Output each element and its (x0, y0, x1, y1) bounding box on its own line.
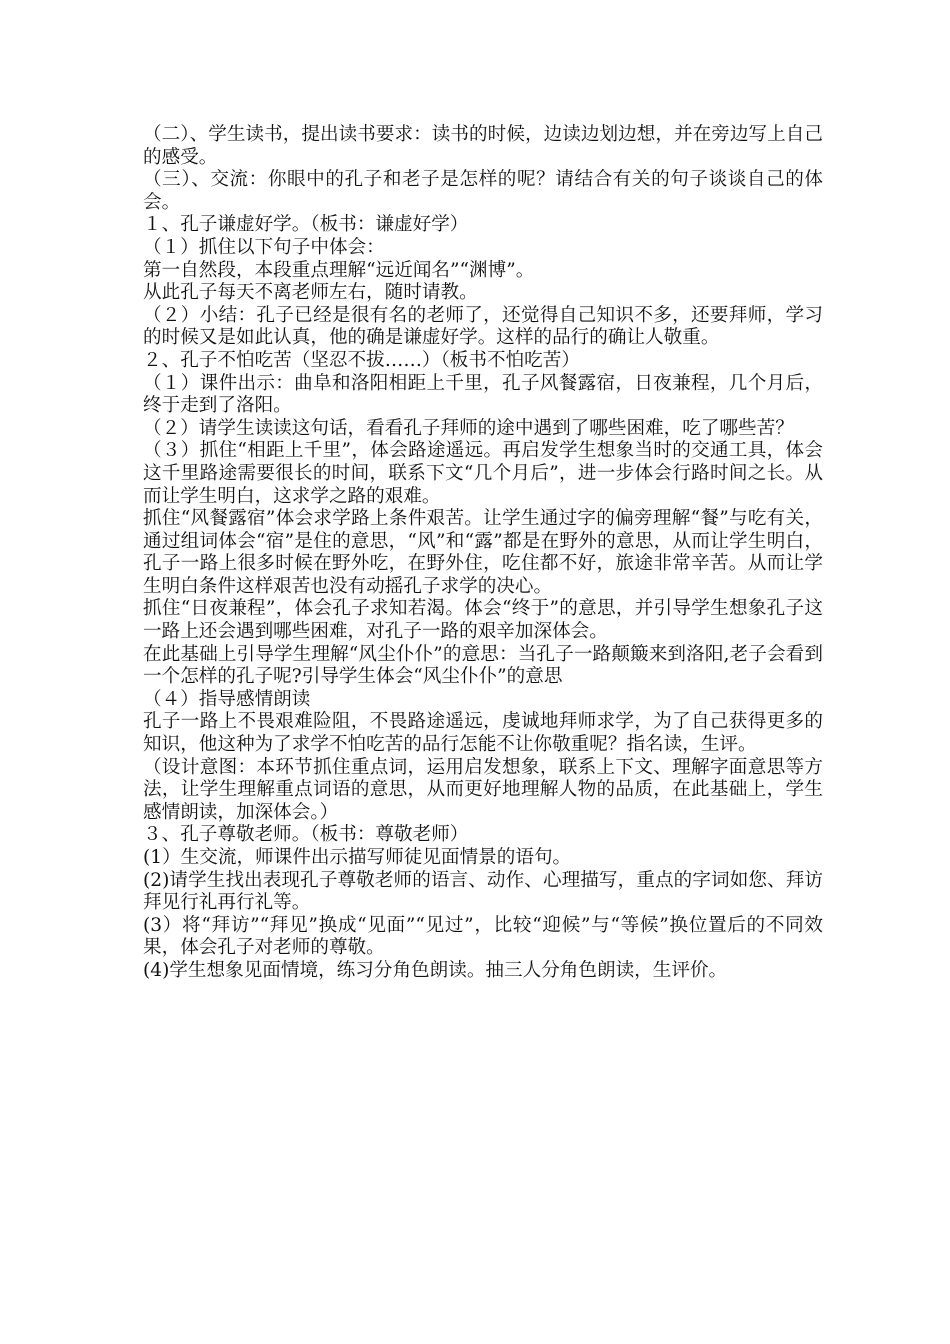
paragraph: ３、孔子尊敬老师。（板书：尊敬老师） (143, 824, 469, 846)
paragraph: 在此基础上引导学生理解“风尘仆仆”的意思：当孔子一路颠簸来到洛阳,老子会看到一个怎样的孔子呢?引导学生体会“风尘仆仆”的意思 (143, 643, 823, 688)
paragraph: 抓住“日夜兼程”，体会孔子求知若渴。体会“终于”的意思，并引导学生想象孔子这一路上还会遇到哪些困难，对孔子一路的艰辛加深体会。 (143, 598, 823, 643)
paragraph: (1）生交流，师课件出示描写师徒见面情景的语句。 (143, 847, 572, 868)
document-body (143, 124, 842, 983)
paragraph: （二）、学生读书，提出读书要求：读书的时候，边读边划边想，并在旁边写上自己的感受。 (143, 124, 823, 168)
paragraph: （３）抓住“相距上千里”，体会路途遥远。再启发学生想象当时的交通工具，体会这千里路途需要很长的时间，联系下文“几个月后”，进一步体会行路时间之长。从而让学生明白，这求学之路的艰难。 (143, 440, 823, 507)
paragraph: (3）将“拜访”“拜见”换成“见面”“见过”，比较“迎候”与“等候”换位置后的不同效果，体会孔子对老师的尊敬。 (143, 914, 823, 959)
paragraph: (4)学生想象见面情境，练习分角色朗读。抽三人分角色朗读，生评价。 (143, 959, 728, 981)
paragraph: （１）抓住以下句子中体会： (143, 236, 385, 258)
paragraph: （１）课件出示：曲阜和洛阳相距上千里，孔子风餐露宿，日夜兼程，几个月后，终于走到了洛阳。 (143, 372, 823, 417)
paragraph: 孔子一路上不畏艰难险阻，不畏路途遥远，虔诚地拜师求学，为了自己获得更多的知识，他这种为了求学不怕吃苦的品行怎能不让你敬重呢？指名读，生评。 (143, 711, 823, 756)
paragraph: （设计意图：本环节抓住重点词，运用启发想象，联系上下文、理解字面意思等方法，让学生理解重点词语的意思，从而更好地理解人物的品质，在此基础上，学生感情朗读，加深体会。） (143, 756, 823, 823)
paragraph: １、孔子谦虚好学。（板书：谦虚好学） (143, 214, 469, 236)
paragraph: 从此孔子每天不离老师左右，随时请教。 (143, 282, 478, 304)
paragraph: （三）、交流：你眼中的孔子和老子是怎样的呢？请结合有关的句子谈谈自己的体会。 (143, 169, 823, 213)
paragraph: 抓住“风餐露宿”体会求学路上条件艰苦。让学生通过字的偏旁理解“餐”与吃有关，通过组词体会“宿”是住的意思，“风”和“露”都是在野外的意思，从而让学生明白，孔子一路上很多时候在野外吃，在野外住，吃住都不好，旅途非常辛苦。从而让学生明白条件这样艰苦也没有动摇孔子求学的决心。 (143, 508, 823, 597)
paragraph: (2)请学生找出表现孔子尊敬老师的语言、动作、心理描写，重点的字词如您、拜访 拜见行礼再行礼等。 (143, 869, 842, 914)
paragraph: ２、孔子不怕吃苦（坚忍不拔……）（板书不怕吃苦） (143, 349, 580, 371)
paragraph: （２）小结：孔子已经是很有名的老师了，还觉得自己知识不多，还要拜师，学习的时候又是如此认真，他的确是谦虚好学。这样的品行的确让人敬重。 (143, 304, 823, 349)
paragraph: （２）请学生读读这句话，看看孔子拜师的途中遇到了哪些困难，吃了哪些苦？ (143, 417, 794, 439)
paragraph: 第一自然段，本段重点理解“远近闻名”“渊博”。 (143, 259, 535, 281)
paragraph: （４）指导感情朗读 (143, 688, 311, 710)
